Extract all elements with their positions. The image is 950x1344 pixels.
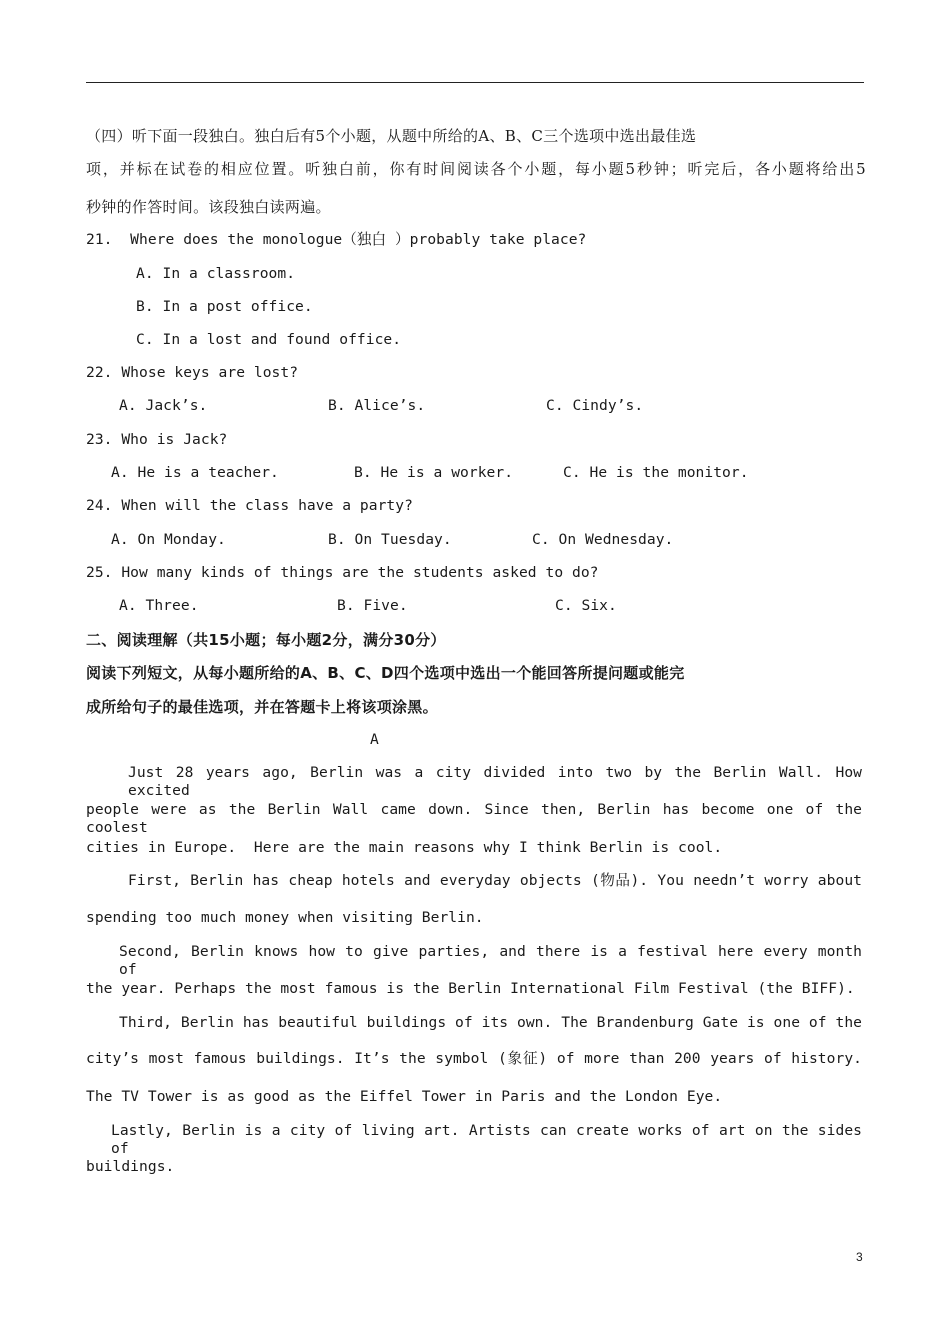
passage-line-8: Third, Berlin has beautiful buildings of its own. The Brandenburg Gate is one of the <box>119 1014 862 1031</box>
passage-line-12: buildings. <box>86 1158 175 1175</box>
question-25-stem: 25. How many kinds of things are the students asked to do? <box>86 564 599 581</box>
page-number: 3 <box>856 1250 863 1264</box>
passage-line-4: First, Berlin has cheap hotels and everyday objects (物品). You needn’t worry about <box>128 872 862 889</box>
passage-label: A <box>370 731 379 748</box>
question-22-stem: 22. Whose keys are lost? <box>86 364 299 381</box>
question-21-stem: 21. Where does the monologue（独白 ）probably take place? <box>86 231 587 248</box>
question-22-option-a: A. Jack’s. <box>119 397 208 414</box>
passage-line-2: people were as the Berlin Wall came down. Since then, Berlin has become one of the coolest <box>86 801 862 836</box>
question-21-option-a: A. In a classroom. <box>136 265 296 282</box>
reading-instruction-line-2: 成所给句子的最佳选项，并在答题卡上将该项涂黑。 <box>86 698 438 716</box>
question-23-option-a: A. He is a teacher. <box>111 464 279 481</box>
question-25-option-a: A. Three. <box>119 597 199 614</box>
question-21-option-c: C. In a lost and found office. <box>136 331 402 348</box>
listening-instruction-line-3: 秒钟的作答时间。该段独白读两遍。 <box>86 198 331 216</box>
passage-line-10: The TV Tower is as good as the Eiffel Tower in Paris and the London Eye. <box>86 1088 723 1105</box>
passage-line-11: Lastly, Berlin is a city of living art. Artists can create works of art on the sides of <box>111 1122 862 1157</box>
question-24-option-b: B. On Tuesday. <box>328 531 452 548</box>
question-24-option-a: A. On Monday. <box>111 531 226 548</box>
question-23-stem: 23. Who is Jack? <box>86 431 228 448</box>
passage-line-6: Second, Berlin knows how to give parties, and there is a festival here every month of <box>119 943 862 978</box>
passage-line-9: city’s most famous buildings. It’s the symbol (象征) of more than 200 years of history. <box>86 1050 862 1067</box>
listening-instruction-line-2: 项，并标在试卷的相应位置。听独白前，你有时间阅读各个小题，每小题5秒钟；听完后，各小题将给出5 <box>86 160 866 178</box>
question-24-stem: 24. When will the class have a party? <box>86 497 413 514</box>
question-25-option-c: C. Six. <box>555 597 617 614</box>
header-rule <box>86 82 864 83</box>
question-22-option-c: C. Cindy’s. <box>546 397 644 414</box>
passage-line-3: cities in Europe. Here are the main reasons why I think Berlin is cool. <box>86 839 723 856</box>
listening-instruction-line-1: （四）听下面一段独白。独白后有5个小题，从题中所给的A、B、C三个选项中选出最佳选 <box>86 127 697 145</box>
question-23-option-c: C. He is the monitor. <box>563 464 749 481</box>
passage-line-7: the year. Perhaps the most famous is the Berlin International Film Festival (the BIFF). <box>86 980 855 997</box>
question-25-option-b: B. Five. <box>337 597 408 614</box>
question-23-option-b: B. He is a worker. <box>354 464 514 481</box>
question-21-option-b: B. In a post office. <box>136 298 313 315</box>
question-24-option-c: C. On Wednesday. <box>532 531 674 548</box>
question-22-option-b: B. Alice’s. <box>328 397 426 414</box>
passage-line-5: spending too much money when visiting Berlin. <box>86 909 484 926</box>
reading-instruction-line-1: 阅读下列短文，从每小题所给的A、B、C、D四个选项中选出一个能回答所提问题或能完 <box>86 664 685 682</box>
reading-section-title: 二、阅读理解（共15小题；每小题2分，满分30分） <box>86 631 446 649</box>
passage-line-1: Just 28 years ago, Berlin was a city divided into two by the Berlin Wall. How excited <box>128 764 862 799</box>
